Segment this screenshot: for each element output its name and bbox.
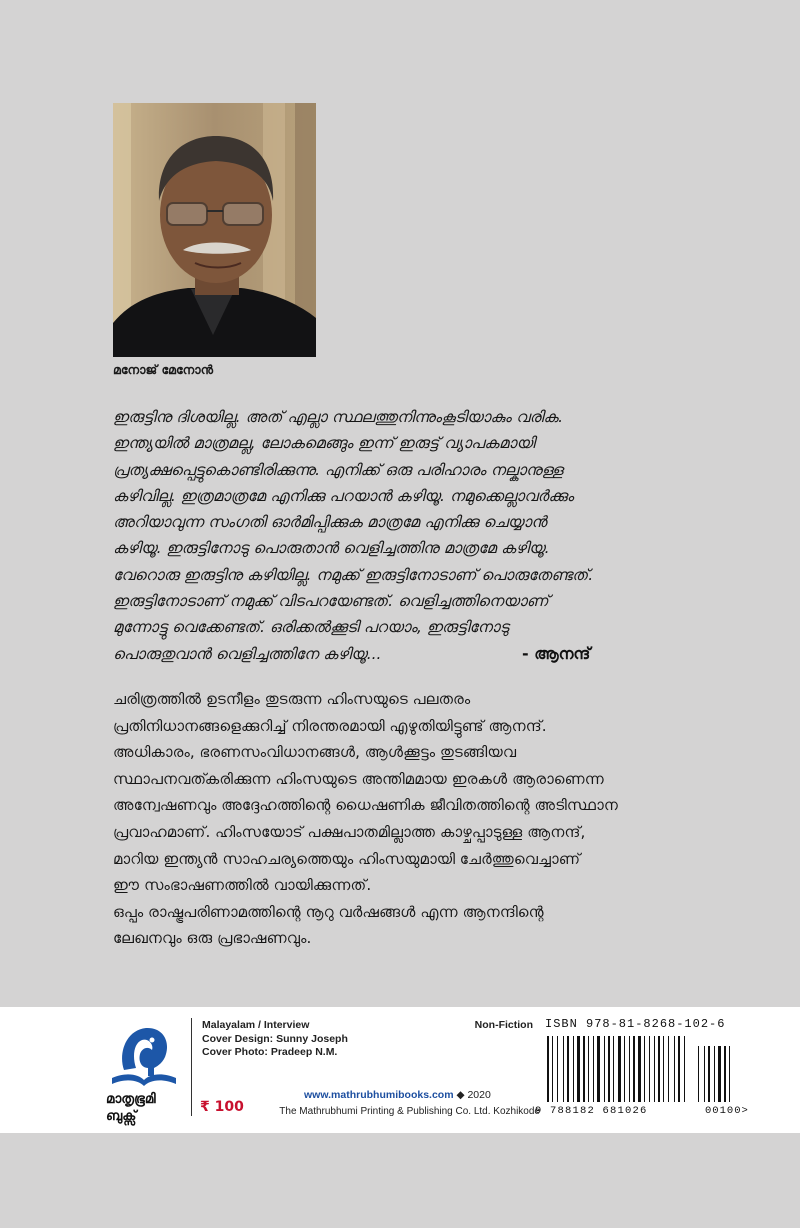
elephant-book-icon (104, 1018, 184, 1093)
barcode-bar (644, 1036, 645, 1102)
barcode-bar (618, 1036, 621, 1102)
barcode-bar (674, 1036, 675, 1102)
barcode-bar (658, 1036, 660, 1102)
barcode-bar (684, 1036, 685, 1102)
quote-attribution: - ആനന്ദ് (522, 644, 591, 663)
book-genre: Non-Fiction (474, 1019, 533, 1031)
addon-bar (729, 1046, 730, 1102)
barcode-bar (633, 1036, 635, 1102)
publisher-name: The Mathrubhumi Printing & Publishing Co. Ltd. Kozhikode (279, 1106, 540, 1117)
book-meta (202, 1019, 442, 1060)
barcode-bar (649, 1036, 650, 1102)
price-addon-digits: 00100> (705, 1105, 749, 1117)
barcode-bar (608, 1036, 610, 1102)
publication-year: 2020 (467, 1089, 491, 1101)
barcode-bar (552, 1036, 553, 1102)
barcode-bar (678, 1036, 680, 1102)
barcode-bar (663, 1036, 664, 1102)
publisher-website-line (304, 1089, 534, 1101)
book-description: ചരിത്രത്തിൽ ഉടനീളം തുടരുന്ന ഹിംസയുടെ പലതരം പ്രതിനിധാനങ്ങളെക്കുറിച്ച് നിരന്തരമായി എഴുതിയിട്ടുണ്ട് ആനന്ദ്. അധികാരം, ഭരണസംവിധാനങ്ങൾ, ആൾക്കൂട്ടം തുടങ്ങിയവ സ്ഥാപനവത്കരിക്കുന്ന ഹിംസയുടെ അന്തിമമായ ഇരകൾ ആരാണെന്ന അന്വേഷണവും അദ്ദേഹത്തിന്റെ ധൈഷണിക ജീവിതത്തിന്റെ അടിസ്ഥാന പ്രവാഹമാണ്. ഹിംസയോട് പക്ഷപാതമില്ലാത്ത കാഴ്ചപ്പാടുള്ള ആനന്ദ്, മാറിയ ഇന്ത്യൻ സാഹചര്യത്തെയും ഹിംസയുമായി ചേർത്തുവെച്ചാണ് ഈ സംഭാഷണത്തിൽ വായിക്കുന്നത്. ഒപ്പം രാഷ്ട്രപരിണാമത്തിന്റെ നൂറു വർഷങ്ങൾ എന്ന ആനന്ദിന്റെ ലേഖനവും ഒരു പ്രഭാഷണവും. (113, 690, 618, 948)
addon-bar (724, 1046, 726, 1102)
book-price: ₹ 100 (200, 1099, 244, 1115)
barcode-bar (654, 1036, 655, 1102)
book-category: Malayalam / Interview (202, 1019, 310, 1031)
isbn-barcode (545, 1036, 735, 1106)
barcode-bar (624, 1036, 625, 1102)
barcode-bar (567, 1036, 569, 1102)
barcode-bar (668, 1036, 669, 1102)
barcode-bar (583, 1036, 585, 1102)
barcode-bar (588, 1036, 589, 1102)
cover-photo-credit: Cover Photo: Pradeep N.M. (202, 1046, 338, 1058)
barcode-bar (613, 1036, 614, 1102)
addon-bar (704, 1046, 705, 1102)
publisher-logo-text: മാതൃഭൂമി ബുക്സ് (106, 1091, 156, 1124)
author-quote: ഇരുട്ടിനു ദിശയില്ല. അത് എല്ലാ സ്ഥലത്തുനിന്നുംകൂടിയാകും വരിക. ഇന്ത്യയിൽ മാത്രമല്ല, ലോകമെങ്ങും ഇന്ന് ഇരുട്ട് വ്യാപകമായി പ്രത്യക്ഷപ്പെട്ടുകൊണ്ടിരിക്കുന്നു. എനിക്ക് ഒരു പരിഹാരം നല്കാനുള്ള കഴിവില്ല. ഇത്രമാത്രമേ എനിക്കു പറയാൻ കഴിയൂ. നമുക്കെല്ലാവർക്കും അറിയാവുന്ന സംഗതി ഓർമിപ്പിക്കുക മാത്രമേ എനിക്കു ചെയ്യാൻ കഴിയൂ. ഇരുട്ടിനോടു പൊരുതാൻ വെളിച്ചത്തിനു മാത്രമേ കഴിയൂ. വേറൊരു ഇരുട്ടിനു കഴിയില്ല. നമുക്ക് ഇരുട്ടിനോടാണ് പൊരുതേണ്ടത്. ഇരുട്ടിനോടാണ് നമുക്ക് വിടപറയേണ്ടത്. വെളിച്ചത്തിനെയാണ് മുന്നോട്ടു വെക്കേണ്ടത്. ഒരിക്കൽക്കൂടി പറയാം, ഇരുട്ടിനോടു പൊരുതുവാൻ വെളിച്ചത്തിനേ കഴിയൂ... (113, 408, 594, 663)
author-name: മനോജ് മേനോൻ (113, 362, 214, 377)
barcode-bar (573, 1036, 574, 1102)
cover-design-credit: Cover Design: Sunny Joseph (202, 1032, 348, 1045)
barcode-bar (563, 1036, 564, 1102)
author-photo (113, 103, 316, 357)
isbn-barcode-digits: 9 788182 681026 (535, 1105, 648, 1117)
barcode-bar (638, 1036, 641, 1102)
addon-bar (698, 1046, 699, 1102)
diamond-icon: ◆ (456, 1089, 465, 1101)
barcode-bar (629, 1036, 630, 1102)
footer-divider (191, 1018, 192, 1116)
barcode-bar (577, 1036, 580, 1102)
barcode-bar (547, 1036, 549, 1102)
addon-bar (708, 1046, 710, 1102)
addon-bar (714, 1046, 715, 1102)
isbn-label: ISBN 978-81-8268-102-6 (545, 1017, 726, 1031)
addon-bar (718, 1046, 721, 1102)
publisher-website[interactable]: www.mathrubhumibooks.com (304, 1089, 454, 1101)
barcode-bar (597, 1036, 600, 1102)
barcode-bar (557, 1036, 558, 1102)
barcode-bar (604, 1036, 605, 1102)
barcode-bar (593, 1036, 594, 1102)
